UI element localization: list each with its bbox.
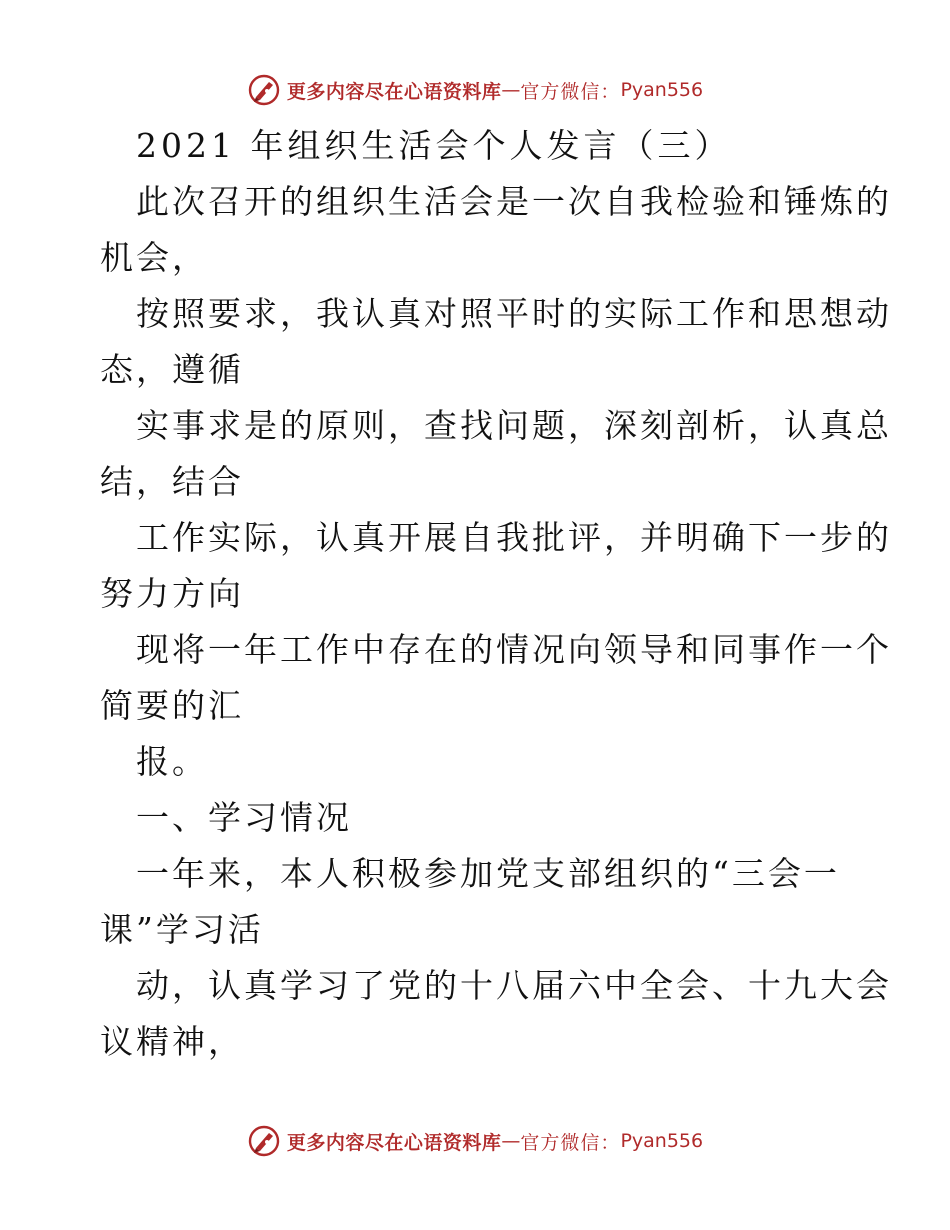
section-heading: 一、学习情况 [136,798,352,837]
paragraph-line: 实事求是的原则，查找问题，深刻剖析，认真总 [136,406,892,445]
document-body [100,118,892,1070]
watermark-official-label: 官方微信： [520,1131,621,1154]
watermark-brand: 更多内容尽在心语资料库 [286,1131,502,1154]
paragraph-line: 一年来，本人积极参加党支部组织的“三会一 [136,854,840,893]
paragraph-line: 结，结合 [100,462,244,501]
paragraph-line: 按照要求，我认真对照平时的实际工作和思想动 [136,294,892,333]
paragraph-line: 报。 [136,742,208,781]
header-watermark [0,70,950,110]
watermark-account: Pyan556 [620,1130,704,1152]
paragraph-line: 努力方向 [100,574,244,613]
paragraph-line: 态，遵循 [100,350,244,389]
paragraph-line: 现将一年工作中存在的情况向领导和同事作一个 [136,630,892,669]
watermark-account: Pyan556 [620,79,704,101]
watermark-separator: — [501,1130,521,1152]
document-title: 2021 年组织生活会个人发言（三） [136,126,732,165]
watermark-separator: — [501,79,521,101]
paragraph-line: 议精神， [100,1022,244,1061]
watermark-brand: 更多内容尽在心语资料库 [286,80,502,103]
watermark-official-label: 官方微信： [520,80,621,103]
paragraph-line: 工作实际，认真开展自我批评，并明确下一步的 [136,518,892,557]
paragraph-line: 此次召开的组织生活会是一次自我检验和锤炼的 [136,182,892,221]
paragraph-line: 课”学习活 [100,910,264,949]
paragraph-line: 简要的汇 [100,686,244,725]
pen-logo-icon [247,73,281,107]
footer-watermark [0,1121,950,1161]
pen-logo-icon [247,1124,281,1158]
paragraph-line: 机会， [100,238,208,277]
paragraph-line: 动，认真学习了党的十八届六中全会、十九大会 [136,966,892,1005]
